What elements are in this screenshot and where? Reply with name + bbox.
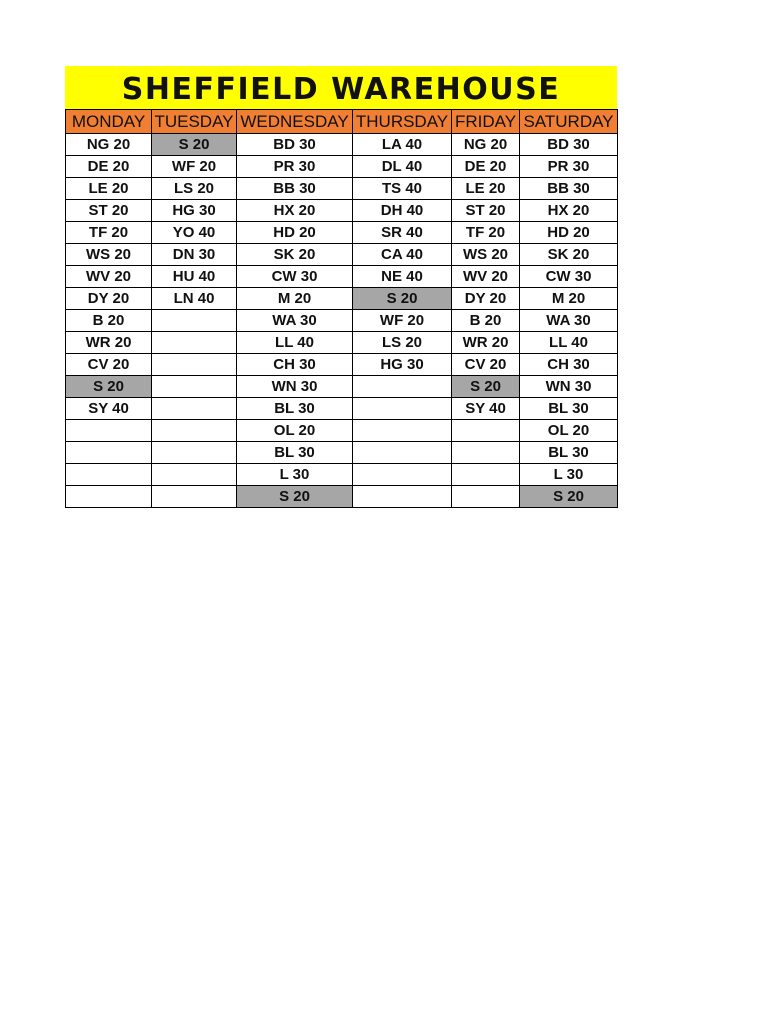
day-header-friday: FRIDAY (452, 110, 520, 134)
schedule-cell (152, 486, 237, 508)
schedule-cell: BL 30 (520, 398, 618, 420)
schedule-cell: BD 30 (237, 134, 353, 156)
table-row (66, 486, 618, 508)
schedule-cell (66, 486, 152, 508)
table-row (66, 288, 618, 310)
schedule-cell: M 20 (520, 288, 618, 310)
schedule-cell (353, 398, 452, 420)
table-row (66, 332, 618, 354)
schedule-cell: CH 30 (520, 354, 618, 376)
schedule-cell: LE 20 (452, 178, 520, 200)
schedule-cell: WA 30 (520, 310, 618, 332)
table-row (66, 398, 618, 420)
table-row (66, 420, 618, 442)
schedule-cell: B 20 (452, 310, 520, 332)
schedule-cell: PR 30 (237, 156, 353, 178)
schedule-cell: PR 30 (520, 156, 618, 178)
schedule-cell: OL 20 (520, 420, 618, 442)
table-row (66, 266, 618, 288)
schedule-cell: L 30 (237, 464, 353, 486)
schedule-body (66, 134, 618, 508)
schedule-cell: WV 20 (66, 266, 152, 288)
schedule-cell: S 20 (353, 288, 452, 310)
table-row (66, 464, 618, 486)
table-row (66, 442, 618, 464)
schedule-cell: WA 30 (237, 310, 353, 332)
table-row (66, 178, 618, 200)
schedule-cell (152, 420, 237, 442)
schedule-cell: SY 40 (452, 398, 520, 420)
schedule-cell: HG 30 (152, 200, 237, 222)
schedule-cell: S 20 (237, 486, 353, 508)
schedule-cell: M 20 (237, 288, 353, 310)
day-header-saturday: SATURDAY (520, 110, 618, 134)
schedule-cell (452, 420, 520, 442)
schedule-cell: HD 20 (520, 222, 618, 244)
schedule-cell (353, 420, 452, 442)
schedule-cell: LN 40 (152, 288, 237, 310)
warehouse-schedule-sheet (65, 66, 617, 508)
schedule-cell: BL 30 (237, 442, 353, 464)
schedule-table (65, 109, 618, 508)
schedule-cell: LE 20 (66, 178, 152, 200)
schedule-cell: WV 20 (452, 266, 520, 288)
schedule-cell: WN 30 (520, 376, 618, 398)
day-header-thursday: THURSDAY (353, 110, 452, 134)
schedule-cell (452, 486, 520, 508)
schedule-cell: WS 20 (452, 244, 520, 266)
schedule-cell (452, 442, 520, 464)
schedule-cell: TF 20 (66, 222, 152, 244)
table-row (66, 244, 618, 266)
schedule-cell: NE 40 (353, 266, 452, 288)
schedule-cell: NG 20 (66, 134, 152, 156)
schedule-cell: SK 20 (520, 244, 618, 266)
schedule-cell: ST 20 (66, 200, 152, 222)
schedule-cell: WF 20 (353, 310, 452, 332)
schedule-cell (152, 354, 237, 376)
schedule-cell: WR 20 (452, 332, 520, 354)
schedule-cell (353, 486, 452, 508)
schedule-cell: BB 30 (237, 178, 353, 200)
schedule-cell: DE 20 (66, 156, 152, 178)
schedule-cell: S 20 (452, 376, 520, 398)
schedule-cell: S 20 (152, 134, 237, 156)
schedule-cell: DH 40 (353, 200, 452, 222)
day-header-row (66, 110, 618, 134)
day-header-wednesday: WEDNESDAY (237, 110, 353, 134)
table-row (66, 310, 618, 332)
schedule-cell: LL 40 (520, 332, 618, 354)
schedule-cell (152, 442, 237, 464)
schedule-cell: S 20 (520, 486, 618, 508)
schedule-cell: WS 20 (66, 244, 152, 266)
schedule-cell (152, 376, 237, 398)
schedule-cell: BL 30 (520, 442, 618, 464)
schedule-cell: CH 30 (237, 354, 353, 376)
schedule-cell: OL 20 (237, 420, 353, 442)
table-row (66, 222, 618, 244)
schedule-cell (353, 376, 452, 398)
table-row (66, 200, 618, 222)
schedule-cell (152, 464, 237, 486)
schedule-cell: L 30 (520, 464, 618, 486)
table-row (66, 156, 618, 178)
schedule-cell (353, 442, 452, 464)
schedule-cell (66, 442, 152, 464)
schedule-cell: TS 40 (353, 178, 452, 200)
schedule-cell: HX 20 (520, 200, 618, 222)
schedule-cell (452, 464, 520, 486)
day-header-tuesday: TUESDAY (152, 110, 237, 134)
schedule-cell: B 20 (66, 310, 152, 332)
schedule-cell: LL 40 (237, 332, 353, 354)
schedule-cell: CV 20 (66, 354, 152, 376)
schedule-cell (152, 398, 237, 420)
schedule-cell (66, 464, 152, 486)
schedule-cell (152, 332, 237, 354)
schedule-cell: DL 40 (353, 156, 452, 178)
schedule-cell (66, 420, 152, 442)
schedule-cell: SY 40 (66, 398, 152, 420)
schedule-cell: BB 30 (520, 178, 618, 200)
table-row (66, 376, 618, 398)
schedule-cell: HG 30 (353, 354, 452, 376)
schedule-cell: YO 40 (152, 222, 237, 244)
schedule-cell: LS 20 (353, 332, 452, 354)
schedule-cell: DN 30 (152, 244, 237, 266)
schedule-cell: CW 30 (520, 266, 618, 288)
schedule-cell: WR 20 (66, 332, 152, 354)
schedule-cell: HX 20 (237, 200, 353, 222)
schedule-cell: S 20 (66, 376, 152, 398)
schedule-cell: LA 40 (353, 134, 452, 156)
sheet-title: SHEFFIELD WAREHOUSE (65, 66, 617, 109)
schedule-cell: CA 40 (353, 244, 452, 266)
schedule-cell: CV 20 (452, 354, 520, 376)
schedule-cell: TF 20 (452, 222, 520, 244)
schedule-cell (152, 310, 237, 332)
table-row (66, 134, 618, 156)
schedule-cell: CW 30 (237, 266, 353, 288)
schedule-cell: WF 20 (152, 156, 237, 178)
schedule-cell: WN 30 (237, 376, 353, 398)
schedule-cell: BD 30 (520, 134, 618, 156)
schedule-cell: DY 20 (452, 288, 520, 310)
schedule-cell: DE 20 (452, 156, 520, 178)
schedule-cell: NG 20 (452, 134, 520, 156)
schedule-cell: DY 20 (66, 288, 152, 310)
table-row (66, 354, 618, 376)
schedule-cell: HU 40 (152, 266, 237, 288)
schedule-cell: BL 30 (237, 398, 353, 420)
schedule-cell: HD 20 (237, 222, 353, 244)
schedule-cell: LS 20 (152, 178, 237, 200)
day-header-monday: MONDAY (66, 110, 152, 134)
schedule-cell (353, 464, 452, 486)
schedule-cell: SR 40 (353, 222, 452, 244)
schedule-cell: ST 20 (452, 200, 520, 222)
schedule-cell: SK 20 (237, 244, 353, 266)
